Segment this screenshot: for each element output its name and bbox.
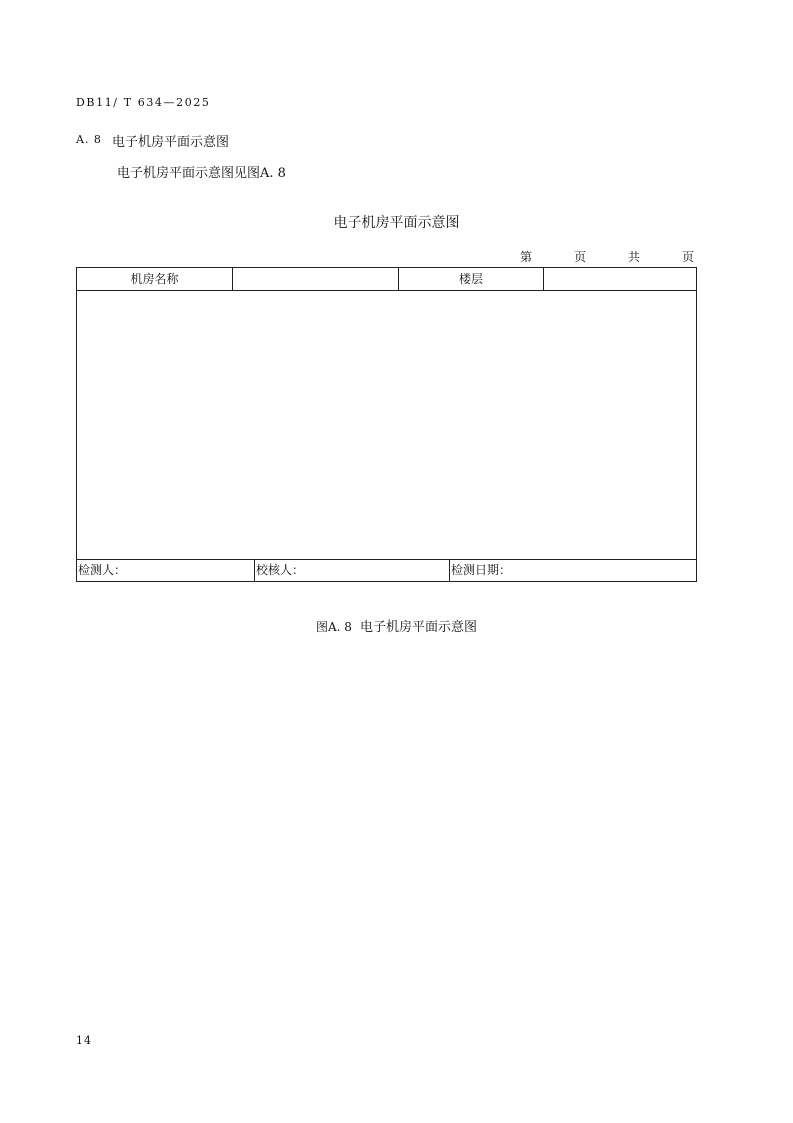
room-name-field[interactable] (233, 268, 399, 290)
form-header-row (77, 268, 696, 291)
floor-field[interactable] (544, 268, 696, 290)
inspector-field[interactable]: 检测人： (77, 560, 255, 581)
floor-plan-form (76, 267, 697, 582)
section-body-text: 电子机房平面示意图见图A. 8 (117, 166, 286, 181)
figure-caption-number: 图A. 8 (316, 620, 352, 634)
page-label-ye: 页 (574, 250, 587, 264)
figure-caption-title: 电子机房平面示意图 (359, 620, 477, 635)
form-footer-row (77, 559, 696, 581)
figure-caption (0, 616, 793, 635)
floor-plan-drawing-area[interactable] (77, 290, 696, 561)
page-label-gong: 共 (628, 250, 641, 264)
checker-field[interactable]: 校核人： (255, 560, 450, 581)
page-label-di: 第 (520, 250, 533, 264)
inspection-date-field[interactable]: 检测日期： (451, 563, 512, 577)
figure-heading: 电子机房平面示意图 (333, 215, 460, 231)
standard-number: DB11/ T 634—2025 (76, 96, 211, 109)
floor-label: 楼层 (399, 268, 544, 290)
page-label-ye-total: 页 (682, 250, 695, 264)
section-title: 电子机房平面示意图 (112, 135, 230, 150)
room-name-label: 机房名称 (77, 268, 233, 290)
page-number: 14 (76, 1034, 92, 1047)
section-number: A. 8 (76, 133, 102, 146)
